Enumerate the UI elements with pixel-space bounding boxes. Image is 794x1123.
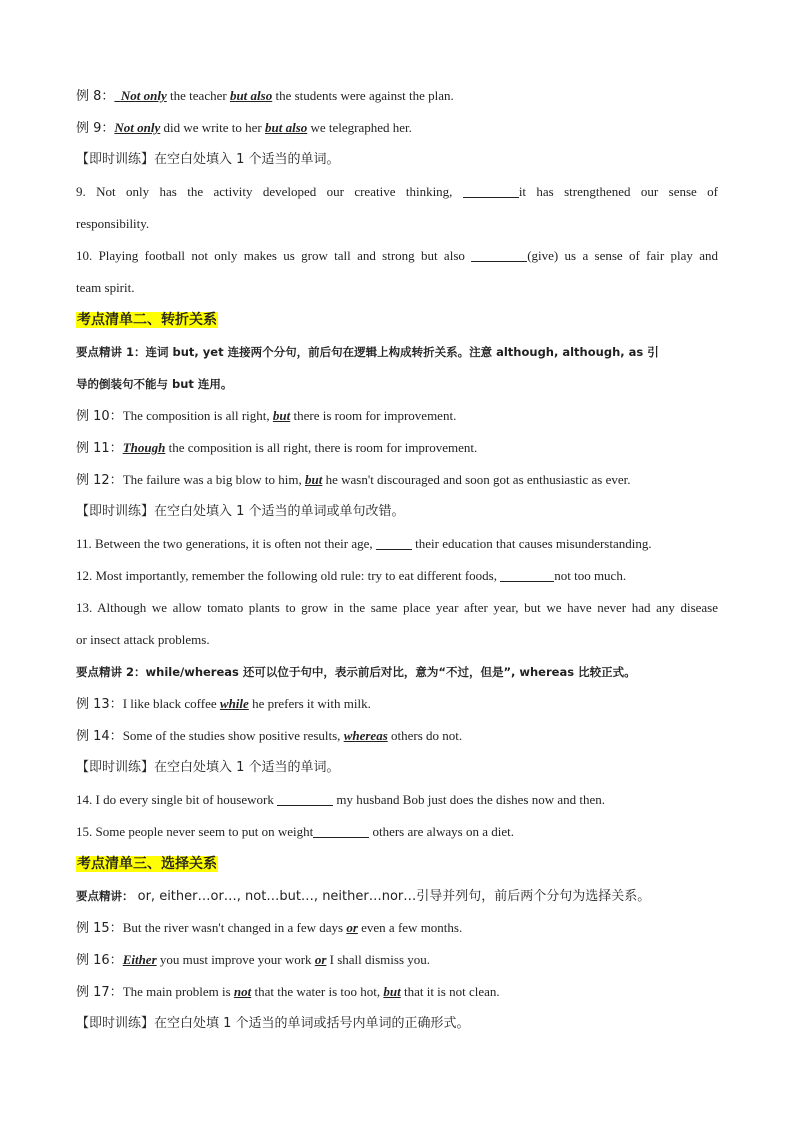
question-11: 11. Between the two generations, it is often not their age, their education that causes misunderstanding. xyxy=(76,536,652,551)
drill-instruction: 【即时训练】在空白处填入 1 个适当的单词。 xyxy=(76,152,340,167)
key-point-3: 要点精讲： or, either…or…, not…but…, neither…nor…引导并列句，前后两个分句为选择关系。 xyxy=(76,889,651,904)
example-17: 例 17：The main problem is not that the water is too hot, but that it is not clean. xyxy=(76,984,500,1000)
answer-blank[interactable] xyxy=(471,248,527,262)
section-heading: 考点清单三、选择关系 xyxy=(77,856,217,872)
section-2-heading-row xyxy=(76,304,718,336)
example-16: 例 16：Either you must improve your work or I shall dismiss you. xyxy=(76,952,431,968)
question-14: 14. I do every single bit of housework my husband Bob just does the dishes now and then. xyxy=(76,792,606,807)
keyword: or xyxy=(346,920,358,935)
keyword: not xyxy=(233,984,252,999)
keyword: but xyxy=(272,408,291,423)
question-12: 12. Most importantly, remember the following old rule: try to eat different foods, not too much. xyxy=(76,568,627,583)
keyword: while xyxy=(219,696,249,711)
keyword: but also xyxy=(229,88,273,103)
answer-blank[interactable] xyxy=(463,184,519,198)
keyword: Either xyxy=(122,952,157,967)
drill-instruction: 【即时训练】在空白处填入 1 个适当的单词。 xyxy=(76,760,340,775)
keyword: but xyxy=(305,472,323,487)
example-11: 例 11：Though the composition is all right, there is room for improvement. xyxy=(76,440,478,456)
answer-blank[interactable] xyxy=(376,536,412,550)
drill-instruction: 【即时训练】在空白处填 1 个适当的单词或括号内单词的正确形式。 xyxy=(76,1016,470,1031)
key-point-1: 要点精讲 1：连词 but, yet 连接两个分句，前后句在逻辑上构成转折关系。注意 although, although, as 引 xyxy=(76,345,659,359)
question-9: 9. Not only has the activity developed our creative thinking, it has strengthened our sense of xyxy=(76,184,718,199)
example-14: 例 14：Some of the studies show positive results, whereas others do not. xyxy=(76,728,463,744)
answer-blank[interactable] xyxy=(500,568,554,582)
example-8: 例 8： Not only the teacher but also the students were against the plan. xyxy=(76,88,454,104)
example-12: 例 12：The failure was a big blow to him, but he wasn't discouraged and soon got as enthusiastic as ever. xyxy=(76,472,631,488)
keyword: Though xyxy=(122,440,166,455)
example-15: 例 15：But the river wasn't changed in a few days or even a few months. xyxy=(76,920,463,936)
answer-blank[interactable] xyxy=(277,792,333,806)
keyword: but also xyxy=(264,120,308,135)
keyword: Not only xyxy=(120,88,167,103)
example-9: 例 9：Not only did we write to her but also we telegraphed her. xyxy=(76,120,412,136)
keyword: or xyxy=(314,952,327,967)
worksheet-page xyxy=(76,80,718,1040)
key-point-2: 要点精讲 2：while/whereas 还可以位于句中，表示前后对比，意为“不过，但是”, whereas 比较正式。 xyxy=(76,665,636,679)
key-point-1-cont: 导的倒装句不能与 but 连用。 xyxy=(76,377,233,391)
question-10-cont: team spirit. xyxy=(76,280,135,295)
example-13: 例 13：I like black coffee while he prefers it with milk. xyxy=(76,696,371,712)
section-heading: 考点清单二、转折关系 xyxy=(77,312,217,328)
question-15: 15. Some people never seem to put on weight others are always on a diet. xyxy=(76,824,514,839)
example-10: 例 10：The composition is all right, but there is room for improvement. xyxy=(76,408,457,424)
question-13-cont: or insect attack problems. xyxy=(76,632,210,647)
keyword: whereas xyxy=(343,728,388,743)
question-13: 13. Although we allow tomato plants to grow in the same place year after year, but we have never had any disease xyxy=(76,600,718,615)
section-3-heading-row xyxy=(76,848,718,880)
keyword: Not only xyxy=(114,120,161,135)
question-9-cont: responsibility. xyxy=(76,216,150,231)
question-10: 10. Playing football not only makes us grow tall and strong but also (give) us a sense of fair play and xyxy=(76,248,718,263)
answer-blank[interactable] xyxy=(313,824,369,838)
keyword: but xyxy=(383,984,401,999)
drill-instruction: 【即时训练】在空白处填入 1 个适当的单词或单句改错。 xyxy=(76,504,405,519)
